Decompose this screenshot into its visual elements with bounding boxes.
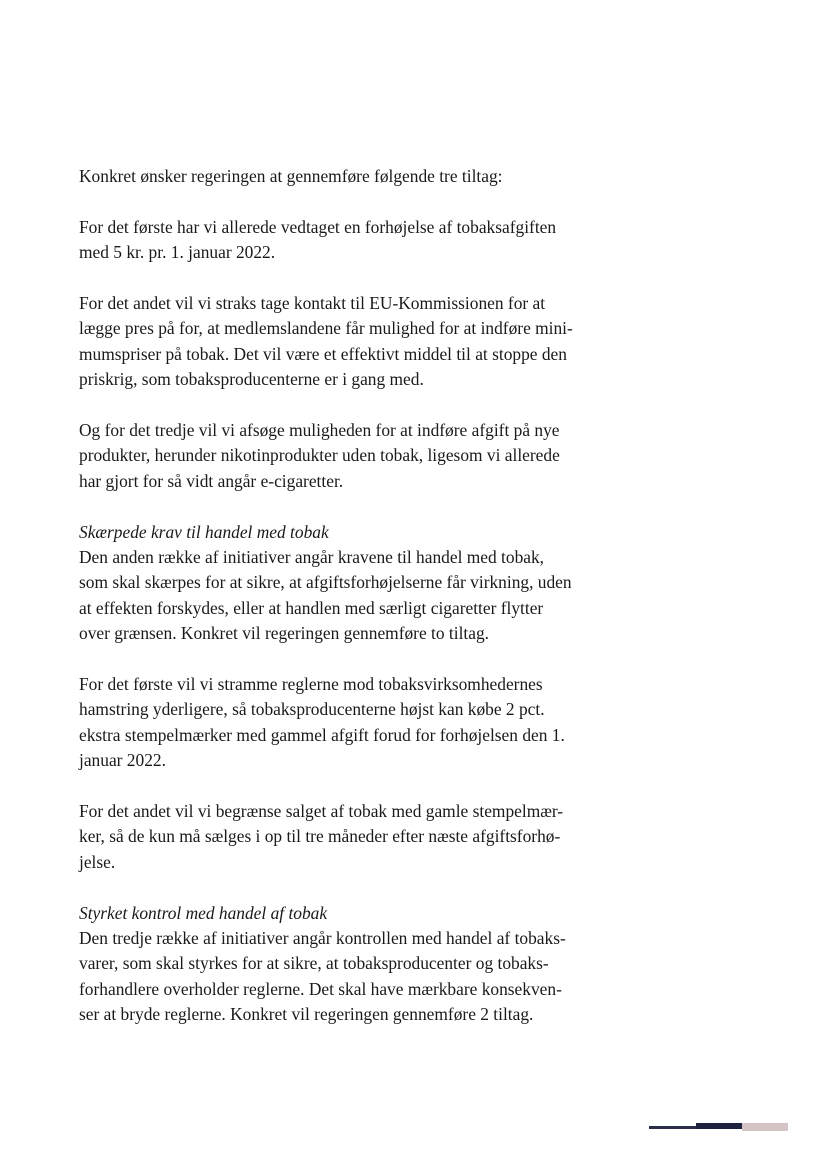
document-body <box>79 164 639 1028</box>
section-heading-styrket-kontrol: Styrket kontrol med handel af tobak <box>79 902 328 923</box>
paragraph-gap <box>79 393 639 418</box>
measure-2-paragraph: For det andet vil vi straks tage kontakt til EU-Kommissionen for at lægge pres på for, at medlemslandene får mulighed for at indføre mini- mumspriser på tobak. Det vil være et effektivt middel til at stoppe den priskrig, som tobaksproducenterne er i gang med. <box>79 293 573 390</box>
paragraph-gap <box>79 875 639 900</box>
paragraph-gap <box>79 266 639 291</box>
section-heading-skaerpede-krav: Skærpede krav til handel med tobak <box>79 521 329 542</box>
hamstring-paragraph: For det første vil vi stramme reglerne mod tobaksvirksomhedernes hamstring yderligere, så tobaksproducenterne højst kan købe 2 pct. ekstra stempelmærker med gammel afgift forud for forhøjelsen den 1. januar 2022. <box>79 674 565 771</box>
paragraph-gap <box>79 774 639 799</box>
intro-paragraph: Konkret ønsker regeringen at gennemføre følgende tre tiltag: <box>79 166 503 186</box>
measure-1-paragraph: For det første har vi allerede vedtaget en forhøjelse af tobaksafgiften med 5 kr. pr. 1. januar 2022. <box>79 216 557 263</box>
stamp-sales-paragraph: For det andet vil vi begrænse salget af tobak med gamle stempelmær- ker, så de kun må sælges i op til tre måneder efter næste afgiftsforhø- jelse. <box>79 801 564 872</box>
footer-decorative-bar <box>649 1123 788 1131</box>
footer-bar-segment-right <box>742 1123 788 1131</box>
paragraph-gap <box>79 189 639 214</box>
section-2-paragraph: Den tredje række af initiativer angår kontrollen med handel af tobaks- varer, som skal styrkes for at sikre, at tobaksproducenter og tobaks- forhandlere overholder reglerne. Det skal have mærkbare konsekven- ser at bryde reglerne. Konkret vil regeringen gennemføre 2 tiltag. <box>79 928 566 1025</box>
footer-bar-segment-middle <box>696 1123 742 1129</box>
section-1-paragraph: Den anden række af initiativer angår kravene til handel med tobak, som skal skærpes for at sikre, at afgiftsforhøjelserne får virkning, uden at effekten forskydes, eller at handlen med særligt cigaretter flytter over grænsen. Konkret vil regeringen gennemføre to tiltag. <box>79 547 572 644</box>
paragraph-gap <box>79 494 639 519</box>
paragraph-gap <box>79 647 639 672</box>
footer-bar-segment-left <box>649 1126 696 1129</box>
measure-3-paragraph: Og for det tredje vil vi afsøge muligheden for at indføre afgift på nye produkter, herunder nikotinprodukter uden tobak, ligesom vi allerede har gjort for så vidt angår e-cigaretter. <box>79 420 560 491</box>
